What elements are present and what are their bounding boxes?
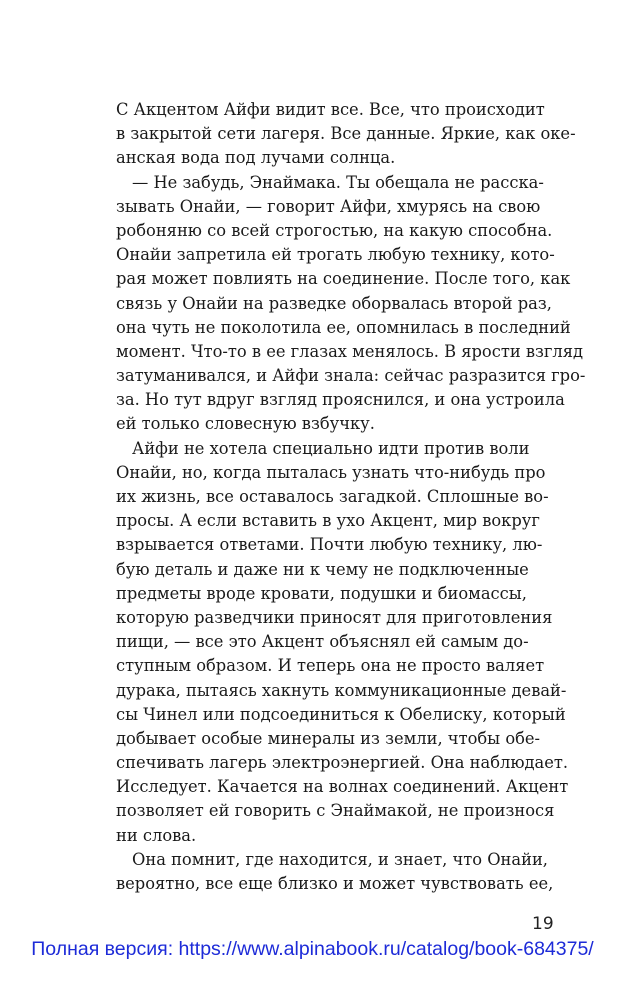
text-line: зывать Онайи, — говорит Айфи, хмурясь на свою xyxy=(116,196,541,216)
page-number: 19 xyxy=(532,914,554,934)
text-line: — Не забудь, Энаймака. Ты обещала не расска- xyxy=(132,172,544,192)
full-version-link[interactable]: Полная версия: https://www.alpinabook.ru/catalog/book-684375/ xyxy=(31,938,594,960)
text-line: взрывается ответами. Почти любую технику, лю- xyxy=(116,535,543,555)
text-line: момент. Что-то в ее глазах менялось. В ярости взгляд xyxy=(116,341,584,361)
page-body-text xyxy=(116,98,586,896)
text-line: позволяет ей говорить с Энаймакой, не произнося xyxy=(116,801,555,821)
text-line: ступным образом. И теперь она не просто валяет xyxy=(116,656,545,676)
text-line: бую деталь и даже ни к чему не подключенные xyxy=(116,559,529,579)
text-line: предметы вроде кровати, подушки и биомассы, xyxy=(116,583,527,603)
text-line: в закрытой сети лагеря. Все данные. Яркие, как оке- xyxy=(116,124,576,144)
text-line: она чуть не поколотила ее, опомнилась в последний xyxy=(116,317,571,337)
text-line: спечивать лагерь электроэнергией. Она наблюдает. xyxy=(116,753,569,773)
text-line: Исследует. Качается на волнах соединений. Акцент xyxy=(116,777,569,797)
text-line: вероятно, все еще близко и может чувствовать ее, xyxy=(116,874,554,893)
text-line: добывает особые минералы из земли, чтобы обе- xyxy=(116,728,541,748)
text-line: С Акцентом Айфи видит все. Все, что происходит xyxy=(116,100,545,119)
text-line: ей только словесную взбучку. xyxy=(116,414,375,434)
text-line: анская вода под лучами солнца. xyxy=(116,148,396,168)
text-line: Она помнит, где находится, и знает, что Онайи, xyxy=(132,849,548,869)
text-line: пищи, — все это Акцент объяснял ей самым до- xyxy=(116,632,529,652)
text-line: Онайи, но, когда пыталась узнать что-нибудь про xyxy=(116,462,546,482)
text-line: рая может повлиять на соединение. После того, как xyxy=(116,269,571,289)
text-line: Онайи запретила ей трогать любую технику, кото- xyxy=(116,245,555,265)
text-line: связь у Онайи на разведке оборвалась второй раз, xyxy=(116,293,552,313)
text-line: ни слова. xyxy=(116,825,197,845)
text-line: их жизнь, все оставалось загадкой. Сплошные во- xyxy=(116,487,549,506)
text-line: затуманивался, и Айфи знала: сейчас разразится гро- xyxy=(116,366,586,386)
text-line: Айфи не хотела специально идти против воли xyxy=(132,438,530,458)
text-line: сы Чинел или подсоединиться к Обелиску, который xyxy=(116,704,566,724)
text-line: которую разведчики приносят для приготовления xyxy=(116,607,553,627)
text-line: просы. А если вставить в ухо Акцент, мир вокруг xyxy=(116,511,540,531)
text-line: дурака, пытаясь хакнуть коммуникационные девай- xyxy=(116,680,567,700)
text-line: за. Но тут вдруг взгляд прояснился, и она устроила xyxy=(116,390,565,410)
text-line: робоняню со всей строгостью, на какую способна. xyxy=(116,220,553,240)
